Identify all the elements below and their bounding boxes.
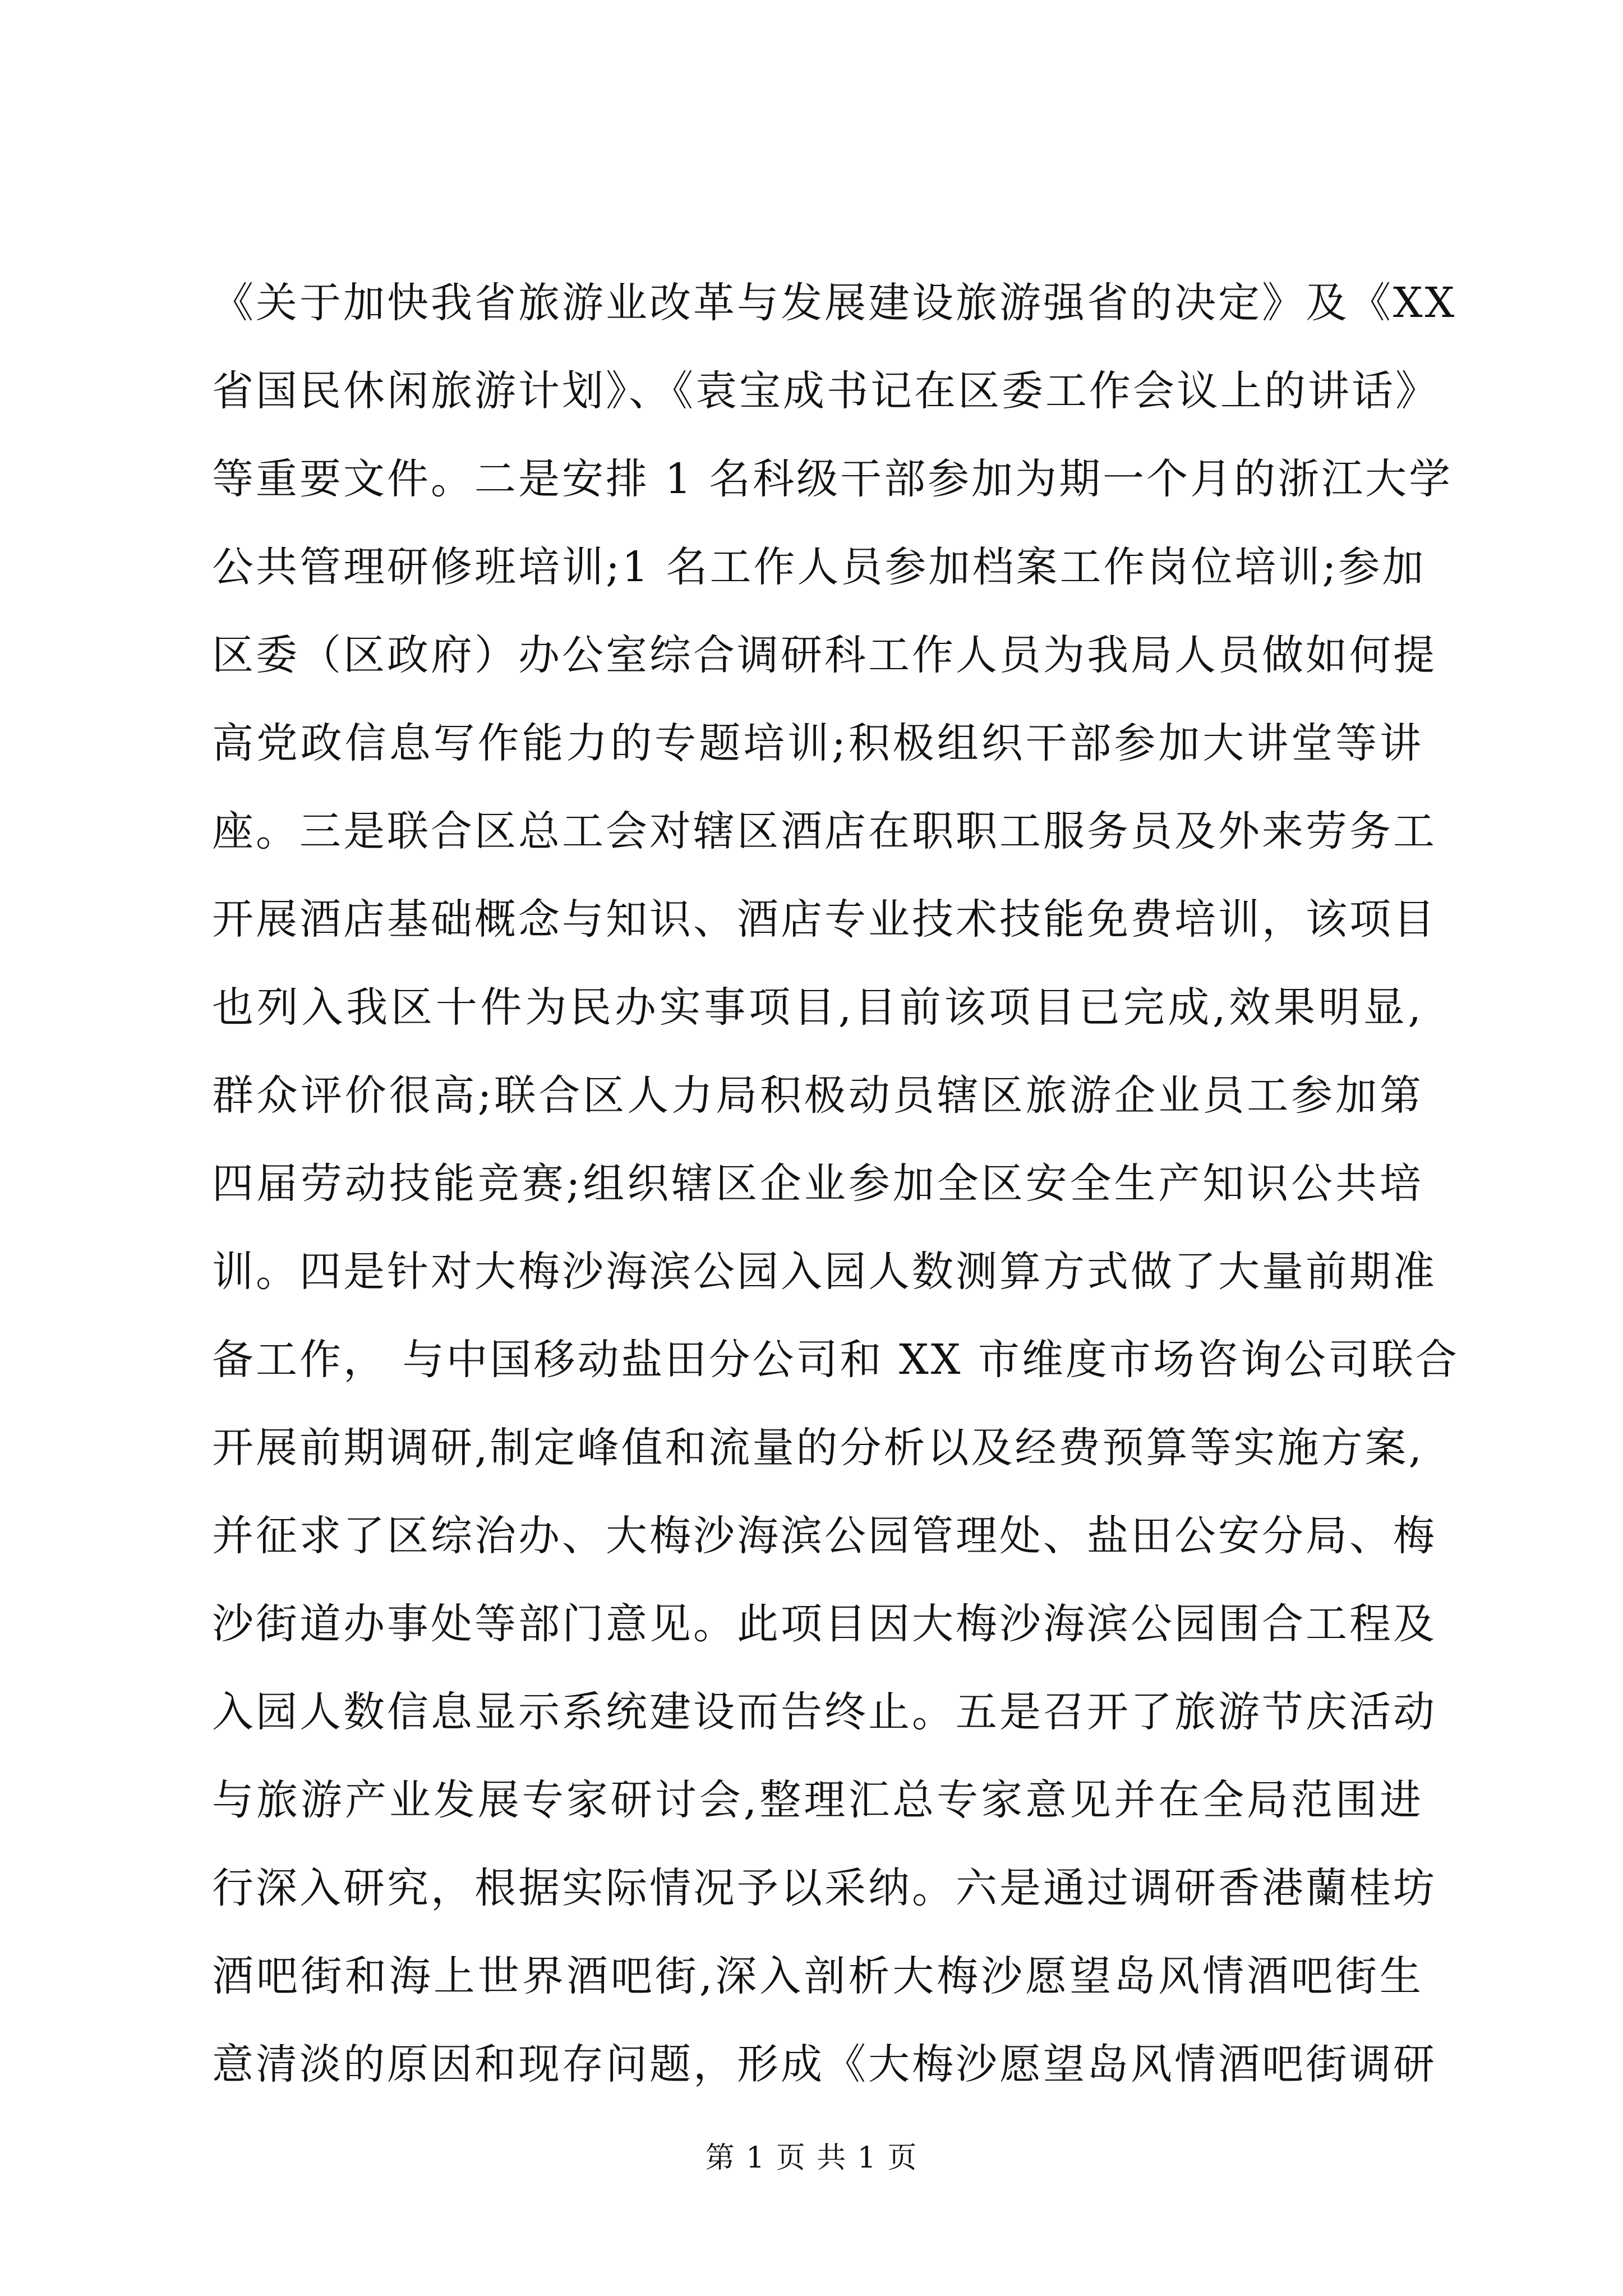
text-line-15: 并征求了区综治办、大梅沙海滨公园管理处、盐田公安分局、梅 bbox=[212, 1512, 1437, 1560]
text-line-12: 训。四是针对大梅沙海滨公园入园人数测算方式做了大量前期准 bbox=[212, 1248, 1437, 1296]
text-line-16: 沙街道办事处等部门意见。此项目因大梅沙海滨公园围合工程及 bbox=[212, 1600, 1437, 1648]
text-line-3: 等重要文件。二是安排 1 名科级干部参加为期一个月的浙江大学 bbox=[212, 455, 1453, 503]
text-line-17: 入园人数信息显示系统建设而告终止。五是召开了旅游节庆活动 bbox=[212, 1688, 1437, 1736]
text-line-11: 四届劳动技能竞赛;组织辖区企业参加全区安全生产知识公共培 bbox=[212, 1159, 1423, 1208]
text-line-2: 省国民休闲旅游计划》、《袁宝成书记在区委工作会议上的讲话》 bbox=[212, 367, 1439, 415]
text-line-4: 公共管理研修班培训;1 名工作人员参加档案工作岗位培训;参加 bbox=[212, 543, 1426, 591]
page-number-footer: 第 1 页 共 1 页 bbox=[705, 2141, 918, 2175]
text-line-14: 开展前期调研,制定峰值和流量的分析以及经费预算等实施方案, bbox=[212, 1424, 1424, 1472]
body-paragraph bbox=[212, 259, 1459, 2109]
text-line-13: 备工作， 与中国移动盐田分公司和 XX 市维度市场咨询公司联合 bbox=[212, 1336, 1459, 1384]
text-line-9: 也列入我区十件为民办实事项目,目前该项目已完成,效果明显, bbox=[212, 983, 1423, 1032]
text-line-19: 行深入研究，根据实际情况予以采纳。六是通过调研香港蘭桂坊 bbox=[212, 1864, 1437, 1912]
text-line-5: 区委（区政府）办公室综合调研科工作人员为我局人员做如何提 bbox=[212, 631, 1437, 679]
text-line-20: 酒吧街和海上世界酒吧街,深入剖析大梅沙愿望岛风情酒吧街生 bbox=[212, 1952, 1423, 2000]
text-line-7: 座。三是联合区总工会对辖区酒店在职职工服务员及外来劳务工 bbox=[212, 807, 1437, 855]
text-line-21: 意清淡的原因和现存问题，形成《大梅沙愿望岛风情酒吧街调研 bbox=[212, 2040, 1437, 2088]
text-line-1: 《关于加快我省旅游业改革与发展建设旅游强省的决定》及《XX bbox=[212, 279, 1457, 327]
text-line-18: 与旅游产业发展专家研讨会,整理汇总专家意见并在全局范围进 bbox=[212, 1776, 1423, 1824]
text-line-6: 高党政信息写作能力的专题培训;积极组织干部参加大讲堂等讲 bbox=[212, 719, 1423, 767]
text-line-8: 开展酒店基础概念与知识、酒店专业技术技能免费培训，该项目 bbox=[212, 895, 1437, 944]
text-line-10: 群众评价很高;联合区人力局积极动员辖区旅游企业员工参加第 bbox=[212, 1071, 1423, 1120]
